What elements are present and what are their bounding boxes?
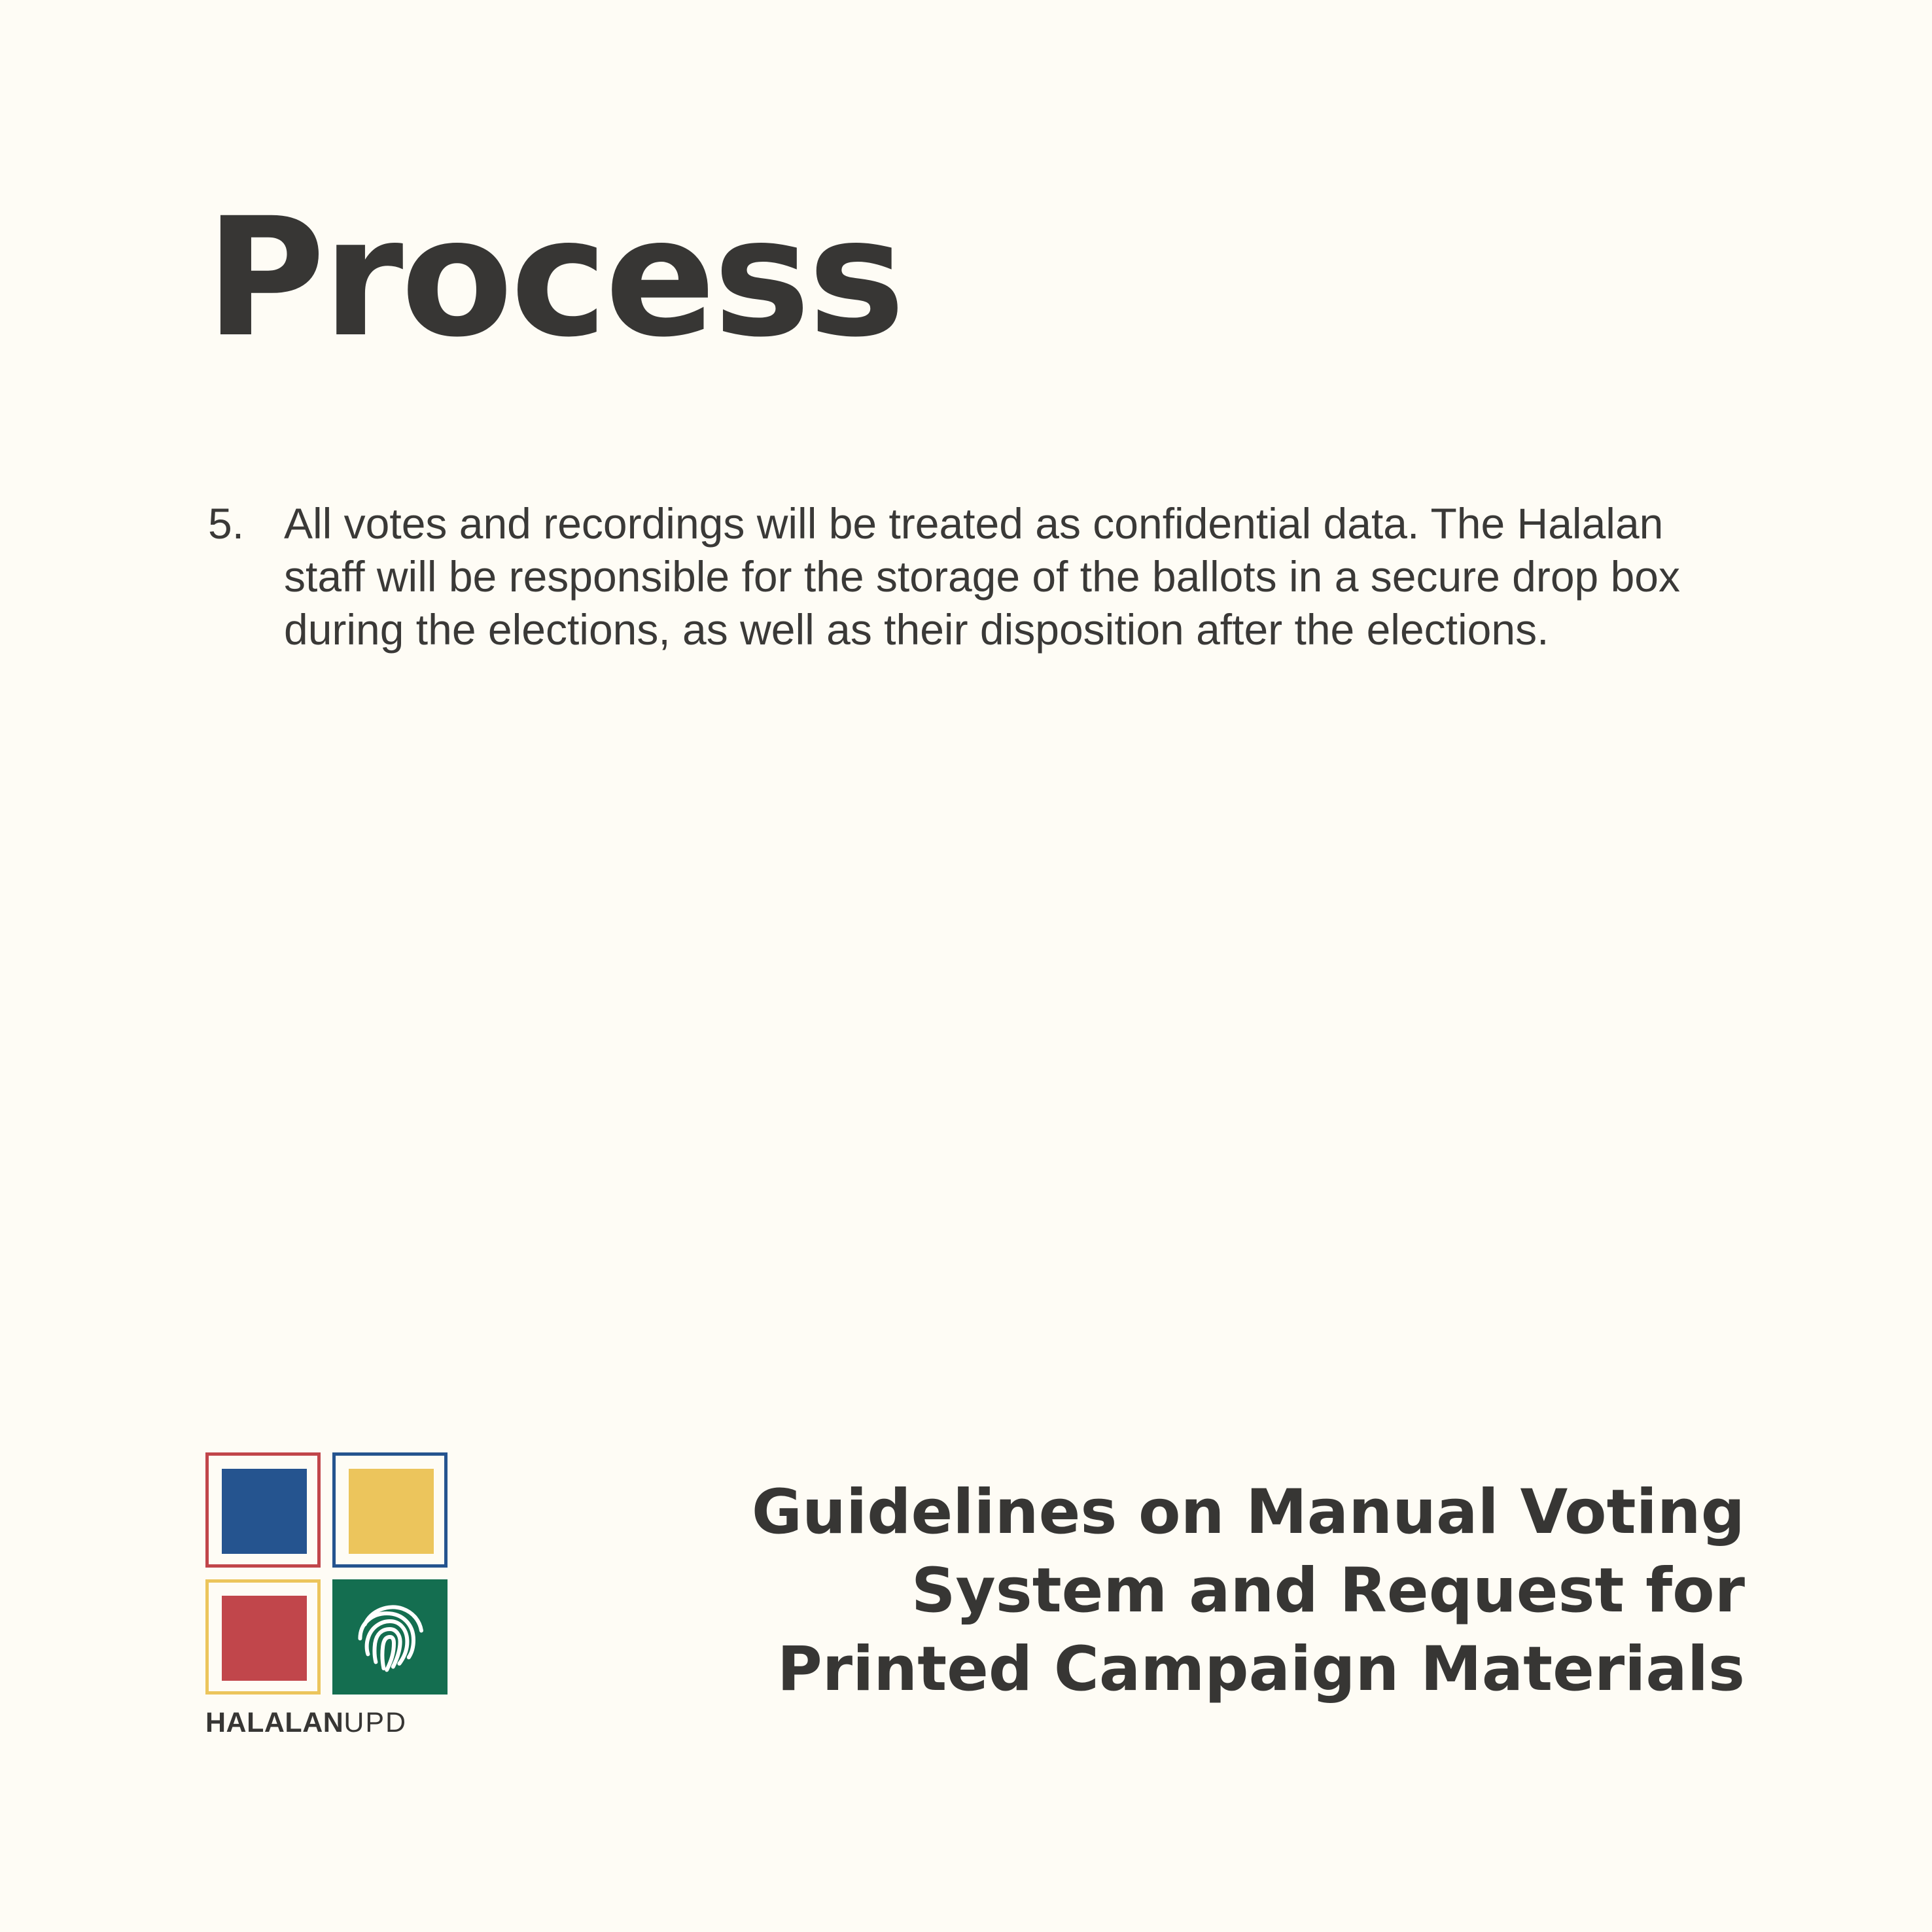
logo-tile-green (332, 1579, 448, 1695)
halalan-upd-logo (205, 1452, 449, 1740)
document-title-line: System and Request for (911, 1555, 1745, 1626)
document-title-line: Guidelines on Manual Voting (751, 1477, 1745, 1548)
step-number: 5. (208, 499, 245, 548)
process-steps-list (208, 497, 1739, 656)
logo-tile-red (205, 1579, 321, 1695)
fingerprint-icon (351, 1598, 429, 1676)
list-item (208, 497, 1739, 656)
logo-wordmark-upd: UPD (343, 1707, 408, 1738)
document-title-line: Printed Campaign Materials (777, 1634, 1745, 1705)
logo-wordmark (205, 1709, 449, 1737)
document-title (752, 1473, 1745, 1709)
logo-tile-blue (205, 1452, 321, 1568)
step-text: All votes and recordings will be treated as confidential data. The Halalan staff will be responsible for the storage of the ballots in a secure drop box during the elections, as well as their disposition after the elections. (284, 499, 1681, 654)
logo-wordmark-halalan: HALALAN (205, 1707, 344, 1738)
logo-tile-yellow (332, 1452, 448, 1568)
page-title: Process (205, 183, 903, 373)
